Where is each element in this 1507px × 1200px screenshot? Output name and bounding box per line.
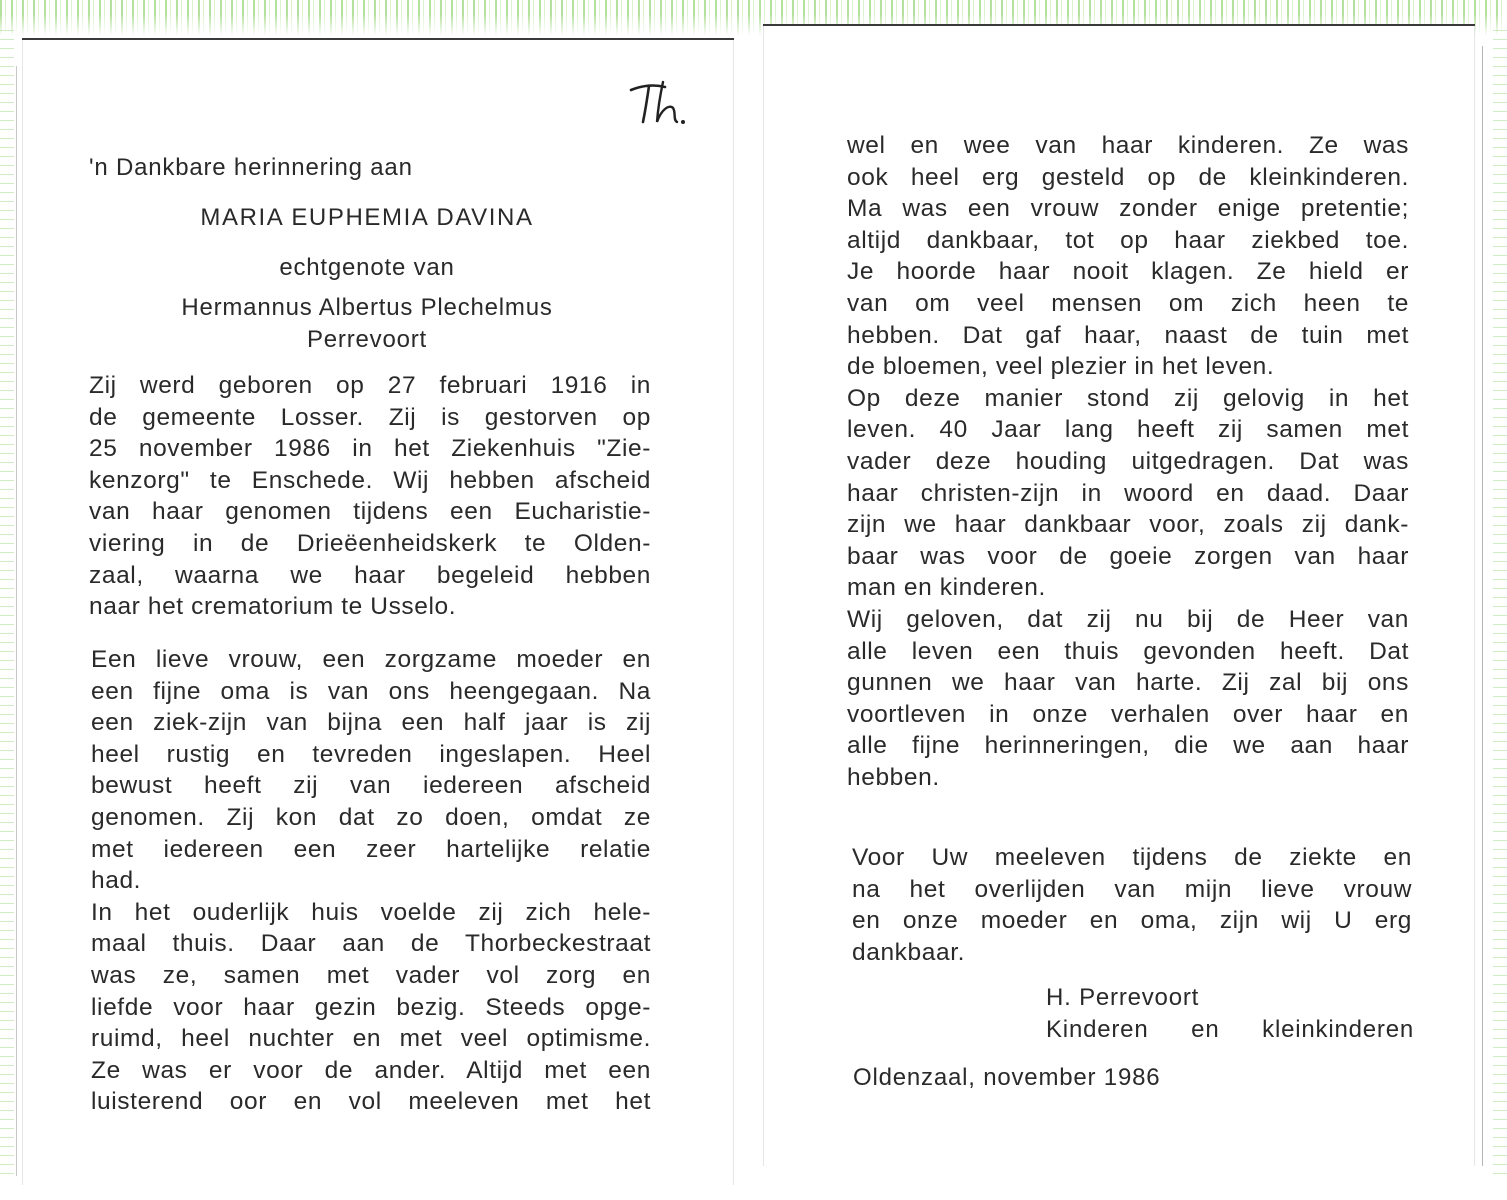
spouse-name-line1: Hermannus Albertus Plechelmus bbox=[181, 294, 553, 321]
text-line: gunnen we haar van harte. Zij zal bij ons bbox=[847, 669, 1409, 697]
place-date: Oldenzaal, november 1986 bbox=[853, 1064, 1161, 1091]
biography-paragraph bbox=[89, 370, 651, 623]
text-line: was ze, samen met vader vol zorg en bbox=[91, 961, 651, 989]
text-line: Op deze manier stond zij gelovig in het bbox=[847, 384, 1409, 412]
text-line: Ze was er voor de ander. Altijd met een bbox=[91, 1056, 651, 1084]
text-line: Wij geloven, dat zij nu bij de Heer van bbox=[847, 605, 1409, 633]
text-line: man en kinderen. bbox=[847, 574, 1046, 602]
text-line: ruimd, heel nuchter en met veel optimisme. bbox=[91, 1025, 651, 1053]
signature-name: H. Perrevoort bbox=[1046, 984, 1200, 1011]
thanks-paragraph bbox=[852, 842, 1412, 968]
text-line: altijd dankbaar, tot op haar ziekbed toe. bbox=[847, 226, 1409, 254]
text-line: liefde voor haar gezin bezig. Steeds opge- bbox=[91, 993, 651, 1021]
text-line: Je hoorde haar nooit klagen. Ze hield er bbox=[847, 258, 1409, 286]
text-line: heel rustig en tevreden ingeslapen. Heel bbox=[91, 740, 651, 768]
spouse-name-line2: Perrevoort bbox=[306, 326, 428, 353]
text-line: luisterend oor en vol meeleven met het bbox=[91, 1088, 651, 1116]
text-line: met iedereen een zeer hartelijke relatie bbox=[91, 835, 651, 863]
spouse-label: echtgenote van bbox=[279, 254, 455, 281]
deceased-name: MARIA EUPHEMIA DAVINA bbox=[200, 204, 534, 231]
text-line: naar het crematorium te Usselo. bbox=[89, 593, 457, 621]
text-line: leven. 40 Jaar lang heeft zij samen met bbox=[847, 416, 1409, 444]
text-line: de bloemen, veel plezier in het leven. bbox=[847, 353, 1275, 381]
text-line: Ma was een vrouw zonder enige pretentie; bbox=[847, 195, 1409, 223]
text-line: een fijne oma is van ons heengegaan. Na bbox=[91, 677, 651, 705]
text-line: zaal, waarna we haar begeleid hebben bbox=[89, 561, 651, 589]
scan-edge-right bbox=[1493, 30, 1507, 1180]
handwriting-signature-icon bbox=[627, 78, 697, 128]
text-line: van om veel mensen om zich heen te bbox=[847, 289, 1409, 317]
text-line: ook heel erg gesteld op de kleinkinderen. bbox=[847, 163, 1409, 191]
text-line: Zij werd geboren op 27 februari 1916 in bbox=[89, 372, 651, 399]
text-line: In het ouderlijk huis voelde zij zich hele- bbox=[91, 898, 651, 926]
text-line: bewust heeft zij van iedereen afscheid bbox=[91, 772, 651, 800]
spouse-name bbox=[22, 292, 712, 356]
text-line: haar christen-zijn in woord en daad. Daar bbox=[847, 479, 1409, 507]
left-page bbox=[22, 38, 734, 1185]
text-line: hebben. bbox=[847, 763, 940, 791]
memorial-paragraph bbox=[91, 644, 651, 1118]
text-line: had. bbox=[91, 867, 142, 895]
text-line: alle leven een thuis gevonden heeft. Dat bbox=[847, 637, 1409, 665]
text-line: Een lieve vrouw, een zorgzame moeder en bbox=[91, 646, 651, 673]
text-line: genomen. Zij kon dat zo doen, omdat ze bbox=[91, 803, 651, 831]
text-line: en onze moeder en oma, zijn wij U erg bbox=[852, 907, 1412, 935]
text-line: wel en wee van haar kinderen. Ze was bbox=[847, 132, 1409, 159]
text-line: maal thuis. Daar aan de Thorbeckestraat bbox=[91, 930, 651, 958]
handwritten-initials bbox=[627, 78, 697, 128]
text-line: 25 november 1986 in het Ziekenhuis "Zie- bbox=[89, 435, 651, 463]
text-line: een ziek-zijn van bijna een half jaar is zij bbox=[91, 709, 651, 737]
text-line: vader deze houding uitgedragen. Dat was bbox=[847, 447, 1409, 475]
text-line: Voor Uw meeleven tijdens de ziekte en bbox=[852, 844, 1412, 871]
scan-edge-left bbox=[0, 30, 14, 1180]
text-line: na het overlijden van mijn lieve vrouw bbox=[852, 875, 1412, 903]
text-line: alle fijne herinneringen, die we aan haar bbox=[847, 732, 1409, 760]
text-line: dankbaar. bbox=[852, 938, 966, 966]
text-line: baar was voor de goeie zorgen van haar bbox=[847, 542, 1409, 570]
text-line: voortleven in onze verhalen over haar en bbox=[847, 700, 1409, 728]
text-line: zijn we haar dankbaar voor, zoals zij dank- bbox=[847, 511, 1409, 539]
continuation-paragraph bbox=[847, 130, 1409, 793]
text-line: de gemeente Losser. Zij is gestorven op bbox=[89, 403, 651, 431]
intro-line: 'n Dankbare herinnering aan bbox=[89, 154, 413, 181]
text-line: van haar genomen tijdens een Eucharistie- bbox=[89, 498, 651, 526]
signature-family: Kinderen en kleinkinderen bbox=[1046, 1016, 1414, 1043]
right-page bbox=[763, 24, 1475, 1166]
text-line: viering in de Drieëenheidskerk te Olden- bbox=[89, 529, 651, 557]
text-line: kenzorg" te Enschede. Wij hebben afscheid bbox=[89, 466, 651, 494]
text-line: hebben. Dat gaf haar, naast de tuin met bbox=[847, 321, 1409, 349]
